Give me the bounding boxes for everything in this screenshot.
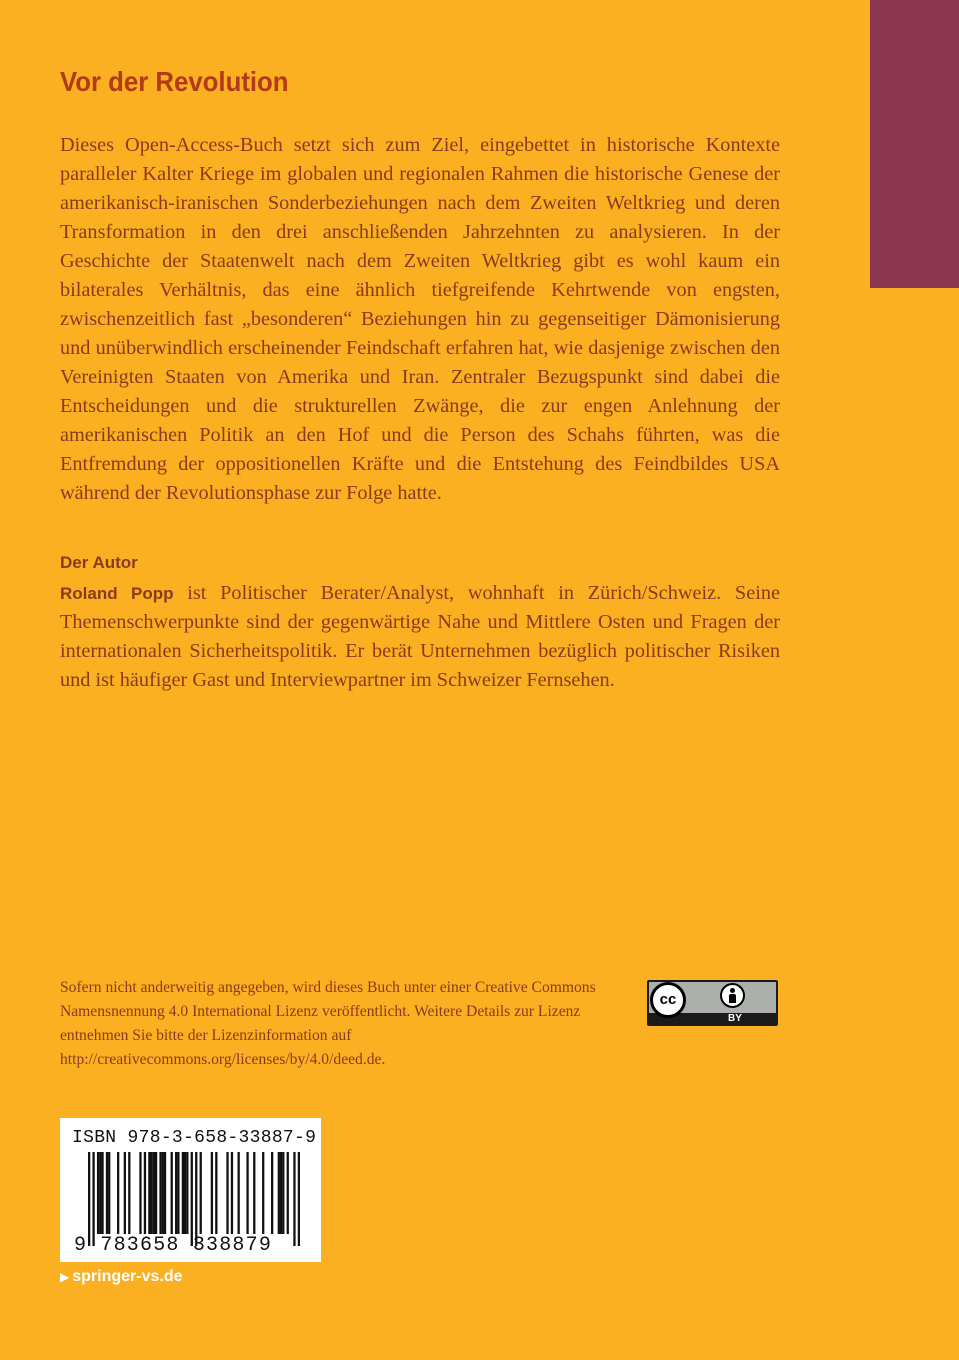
author-heading: Der Autor [60, 553, 138, 572]
barcode-bar [226, 1152, 228, 1234]
barcode-bar [293, 1152, 295, 1246]
barcode-bar [215, 1152, 217, 1234]
ean-digits: 9 783658 338879 [74, 1234, 273, 1257]
by-label: BY [728, 1013, 742, 1024]
barcode-bars [88, 1152, 300, 1246]
barcode-bar [117, 1152, 119, 1234]
barcode-bar [88, 1152, 90, 1246]
barcode-bar [231, 1152, 233, 1234]
barcode-bar [238, 1152, 240, 1234]
license-notice: Sofern nicht anderweitig angegeben, wird dieses Buch unter einer Creative Commons Namensnennung 4.0 International Lizenz veröffentlicht. Weitere Details zur Lizenz entnehmen Sie bitte der Lizenzinformation auf http://creativecommons.org/licenses/by/4.0/deed.de. [60, 979, 596, 1068]
barcode-bar [99, 1152, 101, 1234]
book-title: Vor der Revolution [60, 66, 289, 97]
barcode-bar [186, 1152, 188, 1234]
barcode-bar [124, 1152, 126, 1234]
barcode-bar [97, 1152, 99, 1234]
book-blurb: Dieses Open-Access-Buch setzt sich zum Ziel, eingebettet in historische Kontexte paralleler Kalter Kriege im globalen und regionalen Rahmen die historische Genese der amerikanisch-iranischen Sonderbeziehungen nach dem Zweiten Weltkrieg und deren Transformation in den drei anschließenden Jahrzehnten zu analysieren. In der Geschichte der Staatenwelt nach dem Zweiten Weltkrieg gibt es wohl kaum ein bilaterales Verhältnis, das eine ähnlich tiefgreifende Kehrtwende von engsten, zwischenzeitlich fast „besonderen“ Beziehungen hin zu gegenseitiger Dämonisierung und unüberwindlich erscheinender Feindschaft erfahren hat, wie dasjenige zwischen den Vereinigten Staaten von Amerika und Iran. Zentraler Bezugspunkt sind dabei die Entscheidungen und die strukturellen Zwänge, die zur engen Anlehnung der amerikanischen Politik an den Hof und die Person des Schahs führten, was die Entfremdung der oppositionellen Kräfte und die Entstehung des Feindbildes USA während der Revolutionsphase zur Folge hatte. [60, 134, 780, 504]
barcode-bar [159, 1152, 161, 1234]
barcode-bar [182, 1152, 184, 1234]
cc-icon: cc [650, 982, 686, 1018]
barcode-bar [139, 1152, 141, 1234]
barcode-bar [108, 1152, 110, 1234]
barcode-bar [177, 1152, 179, 1234]
barcode-bar [253, 1152, 255, 1234]
barcode-bar [162, 1152, 164, 1234]
publisher-link[interactable] [60, 1268, 183, 1286]
barcode-bar [184, 1152, 186, 1234]
barcode-bar [175, 1152, 177, 1234]
barcode-bar [101, 1152, 103, 1234]
barcode-bar [298, 1152, 300, 1246]
barcode-bar [144, 1152, 146, 1234]
barcode-bar [246, 1152, 248, 1234]
barcode-bar [191, 1152, 193, 1246]
barcode-bar [128, 1152, 130, 1234]
barcode-bar [153, 1152, 155, 1234]
barcode-bar [282, 1152, 284, 1234]
accent-color-block [870, 0, 959, 288]
barcode-bar [262, 1152, 264, 1234]
author-bio-text: ist Politischer Berater/Analyst, wohnhaft in Zürich/Schweiz. Seine Themenschwerpunkte sind der gegenwärtige Nahe und Mittlere Osten und Fragen der internationalen Sicherheitspolitik. Er berät Unternehmen bezüglich politischer Risiken und ist häufiger Gast und Interviewpartner im Schweizer Fernsehen. [60, 582, 780, 691]
barcode-bar [287, 1152, 289, 1234]
barcode-bar [92, 1152, 94, 1246]
barcode-bar [148, 1152, 150, 1234]
barcode-bar [155, 1152, 157, 1234]
barcode-bar [195, 1152, 197, 1246]
barcode-bar [171, 1152, 173, 1234]
barcode-bar [164, 1152, 166, 1234]
isbn-label: ISBN 978-3-658-33887-9 [72, 1128, 317, 1148]
triangle-right-icon: ▶ [60, 1270, 70, 1284]
barcode-bar [271, 1152, 273, 1234]
author-bio [60, 579, 780, 695]
barcode-bar [200, 1152, 202, 1234]
barcode-bar [106, 1152, 108, 1234]
cc-by-license-badge[interactable] [647, 980, 778, 1026]
publisher-url: springer-vs.de [72, 1268, 183, 1285]
by-person-icon [720, 983, 745, 1008]
barcode-bar [278, 1152, 280, 1234]
isbn-barcode [60, 1118, 321, 1262]
author-name: Roland Popp [60, 584, 174, 603]
barcode-bar [150, 1152, 152, 1234]
barcode-bar [211, 1152, 213, 1234]
barcode-bar [280, 1152, 282, 1234]
